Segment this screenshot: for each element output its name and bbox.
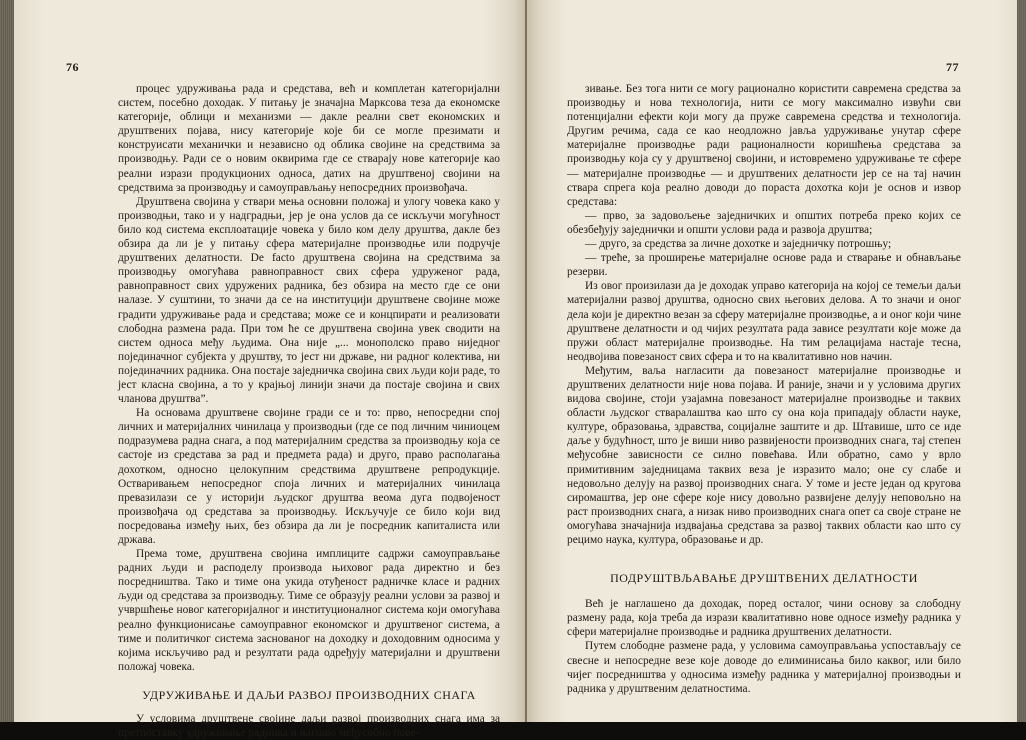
section-heading: УДРУЖИВАЊЕ И ДАЉИ РАЗВОЈ ПРОИЗВОДНИХ СНАГА [142,687,476,702]
paragraph: Путем слободне размене рада, у условима самоуправљања успостављају се свесне и непосредне везе које доводе до елиминисања било каквог, или било чијег посредништва у односима између радника у материјалној производњи и радника у друштвеним делатностима. [567,640,961,695]
list-item: — друго, за средства за личне дохотке и заједничку потрошњу; [585,238,892,251]
left-page [14,0,525,740]
paragraph: процес удруживања рада и средстава, већ и комплетан категоријални систем, посебно доходак. У питању је значајна Марксова теза да економске категорије, облици и механизми — дакле реални свет економских и друштвених појава, нису категорије које би се могле презимати и конструисати механички и независно од облика својине на средствима за производњу. Ради се о новим оквирима где се стварају нове категорије као реални изрази продукционих односа, датих на друштвеној својини на средствима за производњу и самоуправљању непосредних произвођача. [118,83,500,194]
paragraph: У условима друштвене својине даљи развој производних снага има за претпоставку удруживање радника и њихово међусобно пове- [118,713,500,740]
paragraph: На основама друштвене својине гради се и то: прво, непосредни спој личних и материјалних чинилаца у производњи (где се под личним чиниоцем подразумева радна снага, а под материјалним средства за производњу која се састоје из средстава за рад и предмета рада) и друго, право располагања дохотком, односно целокупним средствима друштвене репродукције. Остваривањем непосредног споја личних и материјалних чинилаца превазилази се у историји људског друштва веома дуга подвојеност произвођача од средстава за производњу. Искључује се било који вид посредовања између њих, без обзира да ли је посредник капиталиста или држава. [118,407,500,546]
page-stack-edge-left [0,0,14,722]
list-item: — прво, за задовољење заједничких и општих потреба преко којих се обезбеђују заједнички и општи услови рада и развоја друштва; [567,209,961,236]
paragraph: Међутим, ваља нагласити да повезаност материјалне производње и друштвених делатности није нова појава. И раније, значи и у условима других видова својине, стоји узајамна повезаност материјалне производње и таквих области људског стваралаштва као што су она која припадају области науке, културе, образовања, здравства, социјалне заштите и др. Штавише, што се иде даље у будућност, што је виши ниво развијености производних снага, тај степен међусобне зависности се силно повећава. Или обратно, само у врло примитивним заједницама таквих веза је изразито мало; оне су слабе и недовољно делују на развој производних снага. У томе и јесте један од кругова сиромаштва, јер оне сфере које нису довољно развијене делују неповољно на раст производних снага, а низак ниво производних снага опет са своје стране не омогућава значајнија издвајања средстава за развој таквих области као што су рецимо наука, култура, образовање и др. [567,364,961,546]
paragraph: зивање. Без тога нити се могу рационално користити савремена средства за производњу и нова технологија, нити се могу максимално извући сви потенцијални ефекти који могу да пруже савремена средства и технологија. Другим речима, сада се као неодложно јавља удруживање унутар сфере материјалне производње ради рационалности коришћења средстава за производњу која су у друштвеној својини, и истовремено удруживање те сфере — материјалне производње — и друштвених делатности јер се на тај начин ствара спрега која реално доводи до пораста дохотка који је основ и извор средстава: [567,83,961,208]
section-heading: ПОДРУШТВЉАВАЊЕ ДРУШТВЕНИХ ДЕЛАТНОСТИ [610,571,918,586]
right-page [527,0,1017,722]
paragraph: Из овог произилази да је доходак управо категорија на којој се темељи даљи материјални развој друштва, односно свих његових делова. А то значи и оног дела који је директно везан за сферу материјалне производње, а и оног који чине друштвене делатности и од чијих резултата рада зависе резултати које може да пружи област материјалне производње. На тим релацијама настаје тесна, неодвојива повезаност свих сфера и то на квалитативно нов начин. [567,280,961,363]
page-stack-edge-right [1017,0,1026,722]
list-item: — треће, за проширење материјалне основе рада и стварање и обнављање резерви. [567,252,961,279]
page-number: 77 [946,60,959,74]
paragraph: Друштвена својина у ствари мења основни положај и улогу човека како у производњи, тако и у надградњи, јер је она услов да се искључи могућност било код система експлоатације човека у било ком делу друштва, дакле без обзира да ли је у питању сфера материјалне производње или подручје друштвених делатности. De facto друштвена својина на средствима за производњу омогућава равноправност свих сфера удруженог рада, равноправност свих удружених радника, без обзира на место где се они налазе. У суштини, то значи да се на институцији друштвене својине може градити удруживање рада и средстава; може се и концпирати и реализовати слободна размена рада. При том ће се друштвена својина увек сводити на систем односа међу људима. Она није „... монополско право ниједног појединачног субјекта у друштву, то јест ни државе, ни радног колектива, ни појединачних радника. Она постаје заједничка својина свих људи који раде, то јест класна својина, а то у крајњој линији значи да постаје својина и свих чланова друштва”. [118,195,500,406]
text-column [118,82,500,740]
paragraph: Већ је наглашено да доходак, поред осталог, чини основу за слободну размену рада, која треба да изрази квалитативно нове односе између радника у сфери материјалне производње и радника друштвених делатности. [567,598,961,639]
text-column [567,82,961,696]
page-number: 76 [66,60,79,74]
paragraph: Према томе, друштвена својина имплиците садржи самоуправљање радних људи и расподелу производа њиховог рада директно и без посредништва. Тако и тиме она укида отуђеност радничке класе и радних људи од средстава за производњу. Тиме се образују реални услови за развој и учвршћење новог категоријалног и институционалног система који омогућава реално функционисање самоуправног економског и друштвеног система, а тиме и политичког система заснованог на доходку и доходовним односима у којима искључиво рад и резултати рада одређују материјални и друштвени положај човека. [118,548,500,673]
